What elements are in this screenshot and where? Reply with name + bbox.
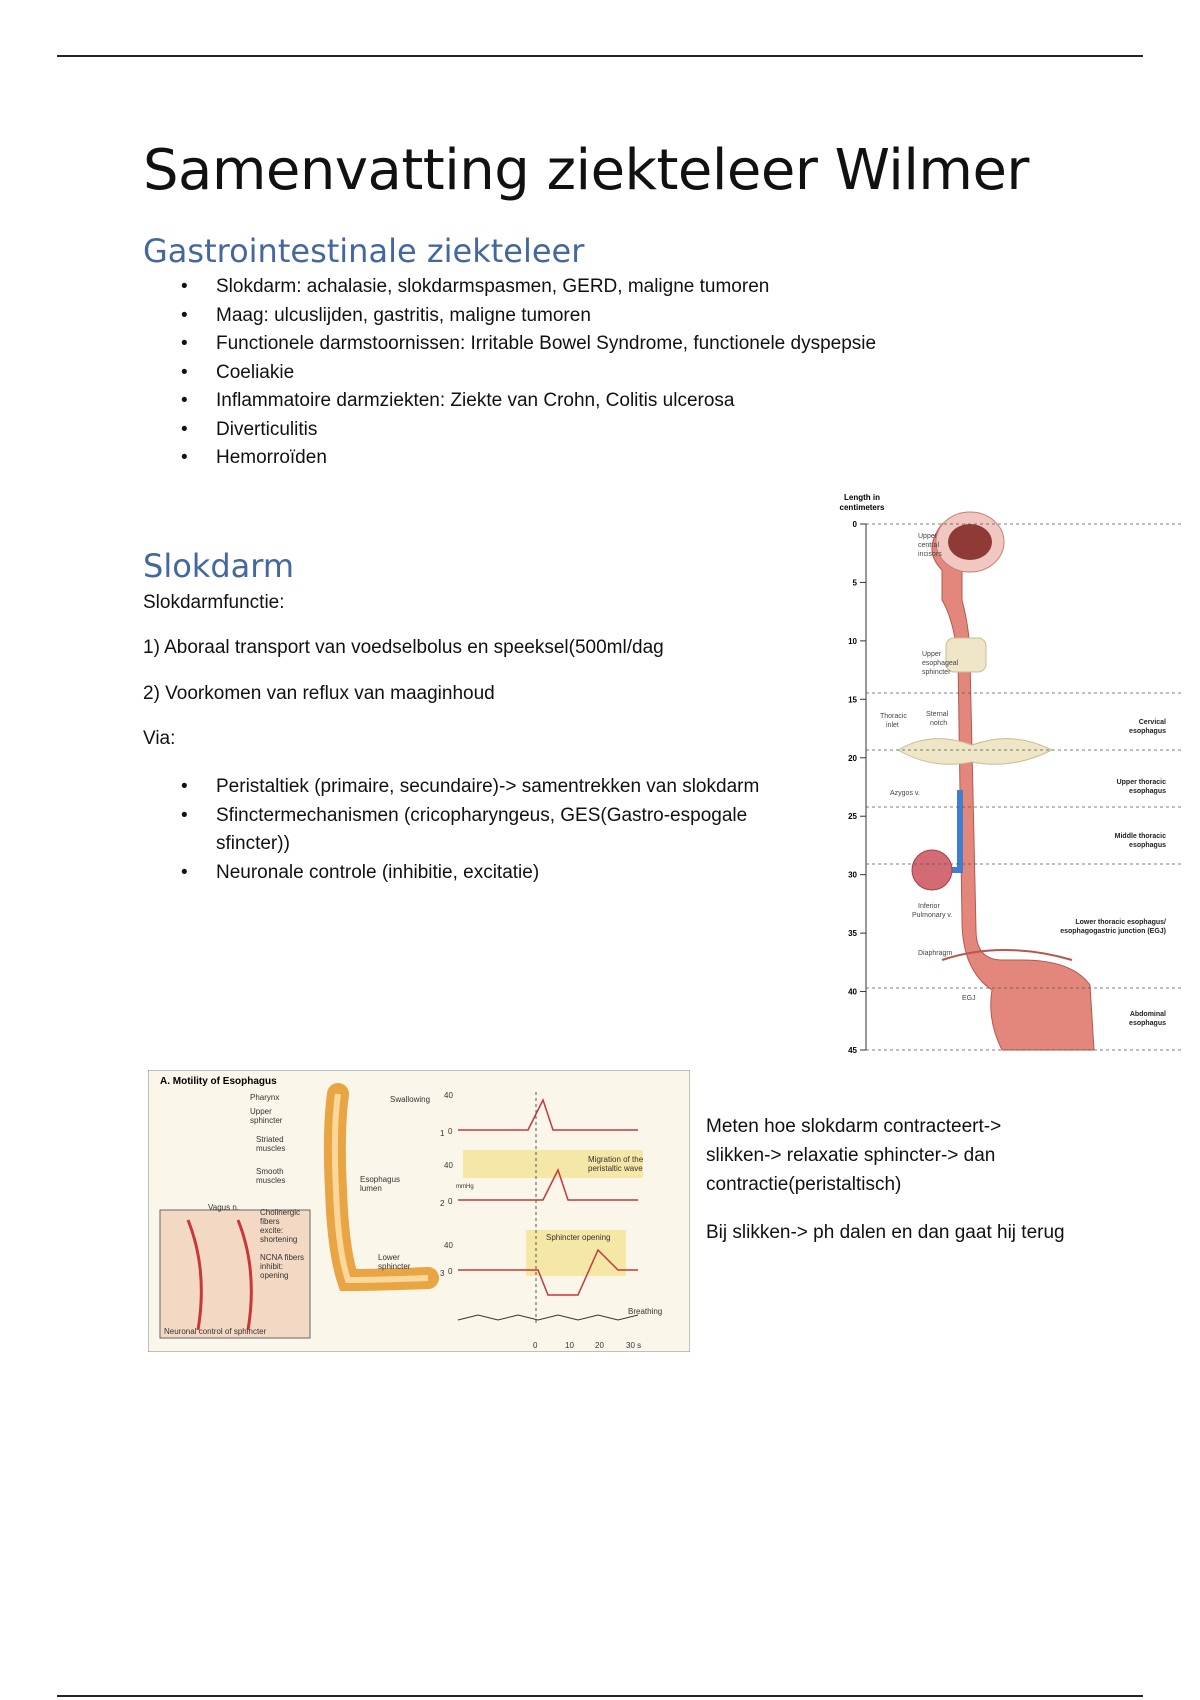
chart-annotation: Sphincter opening <box>546 1233 611 1242</box>
section-heading-slokdarm: Slokdarm <box>143 547 294 585</box>
region-label: esophagus <box>1129 728 1166 735</box>
region-label: esophagogastric junction (EGJ) <box>1060 928 1166 935</box>
y-tick-label: 40 <box>444 1241 453 1250</box>
axis-tick-label: 45 <box>848 1046 857 1055</box>
list-item: • Diverticulitis <box>143 416 876 445</box>
anatomy-label: notch <box>930 720 948 727</box>
channel-label: 2 <box>440 1199 445 1208</box>
anatomy-label: Cholinergic <box>260 1208 301 1217</box>
region-label: esophagus <box>1129 842 1166 849</box>
region-label: Lower thoracic esophagus/ <box>1075 919 1166 926</box>
anatomy-label: Pharynx <box>250 1093 280 1102</box>
region-label: esophagus <box>1129 1020 1166 1027</box>
list-item: • Peristaltiek (primaire, secundaire)-> samentrekken van slokdarm <box>143 773 783 801</box>
anatomy-label: Lower <box>378 1253 400 1262</box>
anatomy-label: Esophagus <box>360 1175 401 1184</box>
anatomy-label: Smooth <box>256 1167 284 1176</box>
axis-tick-label: 10 <box>848 636 857 646</box>
axis-tick-label: 40 <box>848 987 857 997</box>
anatomy-label: Pulmonary v. <box>912 912 953 919</box>
anatomy-label: sphincter <box>922 669 951 676</box>
anatomy-label: muscles <box>256 1144 286 1153</box>
anatomy-label: Inferior <box>918 903 940 910</box>
axis-tick-label: 5 <box>852 578 857 588</box>
list-item: • Functionele darmstoornissen: Irritable Bowel Syndrome, functionele dyspepsie <box>143 330 876 359</box>
clavicle-shape <box>898 739 1052 765</box>
anatomy-label: Upper <box>250 1107 272 1116</box>
region-label: Abdominal <box>1129 1011 1166 1018</box>
anatomy-label: Thoracic <box>880 713 907 720</box>
chart-annotation: peristaltic wave <box>588 1164 643 1173</box>
axis-tick-label: 35 <box>848 929 857 939</box>
page-title: Samenvatting ziekteleer Wilmer <box>143 138 1029 203</box>
anatomy-label: sphincter <box>378 1262 411 1271</box>
anatomy-label: fibers <box>260 1217 280 1226</box>
header-rule <box>57 55 1143 57</box>
azygos-vein <box>952 790 960 870</box>
diaphragm-line <box>942 950 1072 960</box>
y-axis-unit: mmHg <box>456 1184 474 1190</box>
region-label: Upper thoracic <box>1116 779 1166 786</box>
anatomy-label: Upper <box>922 651 942 658</box>
axis-tick-label: 20 <box>848 753 857 763</box>
esophagus-motility-figure <box>148 1070 690 1352</box>
anatomy-label: Azygos v. <box>890 790 920 797</box>
list-item: • Coeliakie <box>143 359 876 388</box>
region-label: Middle thoracic <box>1114 833 1166 840</box>
tick-group <box>848 520 866 1055</box>
anatomy-label: Vagus n. <box>208 1203 239 1212</box>
motility-note-1: Meten hoe slokdarm contracteert-> slikken-> relaxatie sphincter-> dan contractie(peristaltisch) <box>706 1116 1002 1195</box>
anatomy-label: opening <box>260 1271 289 1280</box>
section-heading-gi: Gastrointestinale ziekteleer <box>143 232 585 270</box>
footer-rule <box>57 1695 1143 1697</box>
anatomy-label: NCNA fibers <box>260 1253 305 1262</box>
mechanism-list <box>143 773 783 888</box>
anatomy-label: Sternal <box>926 711 949 718</box>
anatomy-label: excite: <box>260 1226 284 1235</box>
list-item: • Slokdarm: achalasie, slokdarmspasmen, GERD, maligne tumoren <box>143 273 876 302</box>
anatomy-label: Neuronal control of sphincter <box>164 1327 267 1336</box>
anatomy-label: central <box>918 542 940 549</box>
anatomy-label: lumen <box>360 1184 382 1193</box>
chart-annotation: Swallowing <box>390 1095 431 1104</box>
anatomy-label: EGJ <box>962 995 976 1002</box>
anatomy-label: inhibit: <box>260 1262 284 1271</box>
esophagus-length-figure <box>822 490 1184 1060</box>
list-item: • Neuronale controle (inhibitie, excitatie) <box>143 859 783 887</box>
axis-title: centimeters <box>839 503 885 512</box>
via-label: Via: <box>143 728 176 749</box>
anatomy-label: shortening <box>260 1235 298 1244</box>
anatomy-label: Striated <box>256 1135 284 1144</box>
mouth-cavity <box>948 524 992 560</box>
anatomy-label: inlet <box>886 722 899 729</box>
anatomy-label: muscles <box>256 1176 286 1185</box>
region-label: Cervical <box>1138 719 1166 726</box>
axis-tick-label: 25 <box>848 812 857 822</box>
y-tick-label: 40 <box>444 1091 453 1100</box>
anatomy-label: incisors <box>918 551 942 558</box>
x-tick-label: 0 <box>533 1341 538 1350</box>
axis-tick-label: 0 <box>852 520 857 529</box>
list-item: • Maag: ulcuslijden, gastritis, maligne tumoren <box>143 302 876 331</box>
chart-annotation: Migration of the <box>588 1155 644 1164</box>
channel-label: 3 <box>440 1269 445 1278</box>
function-label: Slokdarmfunctie: <box>143 592 285 613</box>
y-tick-label: 0 <box>448 1197 453 1206</box>
anatomy-label: sphincter <box>250 1116 283 1125</box>
motility-note-2: Bij slikken-> ph dalen en dan gaat hij terug <box>706 1222 1065 1243</box>
chart-annotation: Breathing <box>628 1307 663 1316</box>
gi-disease-list <box>143 273 876 473</box>
y-tick-label: 40 <box>444 1161 453 1170</box>
esophagus-shape <box>932 524 1094 1050</box>
list-item: • Hemorroïden <box>143 444 876 473</box>
anatomy-label: Diaphragm <box>918 950 953 957</box>
anatomy-label: esophageal <box>922 660 959 667</box>
function-point-1: 1) Aboraal transport van voedselbolus en speeksel(500ml/dag <box>143 637 664 658</box>
x-tick-label: 10 <box>565 1341 574 1350</box>
y-tick-label: 0 <box>448 1127 453 1136</box>
list-item: • Sfinctermechanismen (cricopharyngeus, GES(Gastro-espogale sfincter)) <box>143 802 783 858</box>
x-tick-label: 20 <box>595 1341 604 1350</box>
axis-tick-label: 30 <box>848 870 857 880</box>
function-point-2: 2) Voorkomen van reflux van maaginhoud <box>143 683 495 704</box>
axis-title: Length in <box>844 493 880 502</box>
axis-tick-label: 15 <box>848 695 857 705</box>
region-label: esophagus <box>1129 788 1166 795</box>
anatomy-label: Upper <box>918 533 938 540</box>
y-tick-label: 0 <box>448 1267 453 1276</box>
x-tick-label: 30 s <box>626 1341 642 1350</box>
list-item: • Inflammatoire darmziekten: Ziekte van Crohn, Colitis ulcerosa <box>143 387 876 416</box>
pulmonary-vein-shape <box>912 850 952 890</box>
figure-title: A. Motility of Esophagus <box>160 1076 277 1087</box>
channel-label: 1 <box>440 1129 445 1138</box>
